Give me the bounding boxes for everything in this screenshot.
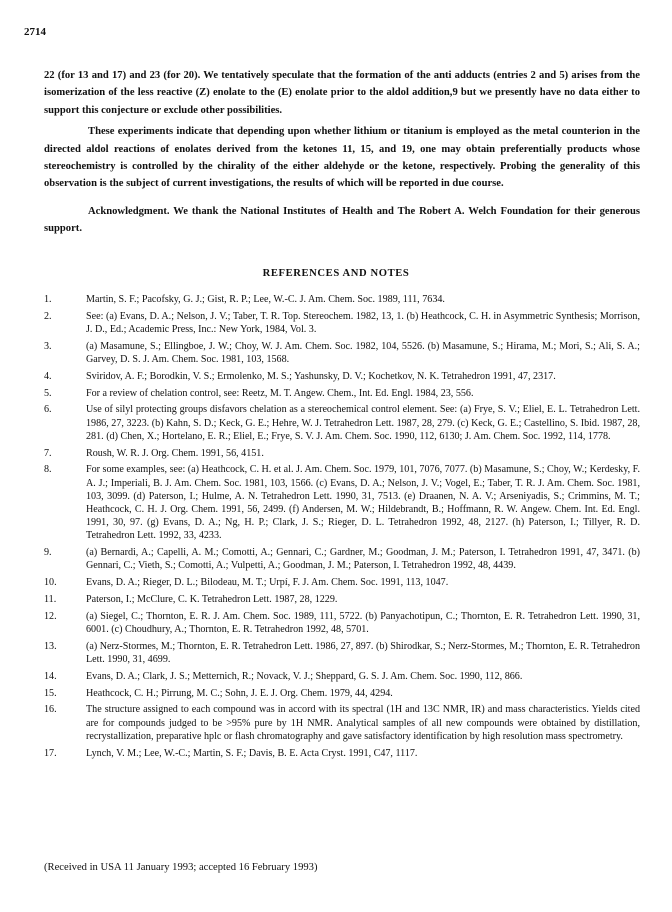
reference-item — [44, 387, 640, 400]
reference-item — [44, 610, 640, 636]
reference-text: Use of silyl protecting groups disfavors chelation as a stereochemical control element. See: (a) Frye, S. V.; Eliel, E. L. Tetrahedron Lett. 1986, 27, 3223. (b) Kahn, S. D.; Keck, G. E.; Hehre, W. J. Tetrahedron Lett. 1987, 28, 279. (c) Keck, G. E.; Castellino, S. Ibid. 1987, 28, 281. (d) Chen, X.; Hortelano, E. R.; Eliel, E.; Frye, S. V. J. Am. Chem. Soc. 1990, 112, 6130; J. Am. Chem. Soc. 1992, 114, 1778. — [86, 404, 640, 442]
reference-number: 6. — [44, 404, 52, 416]
reference-number: 2. — [44, 310, 52, 322]
reference-item — [44, 403, 640, 443]
reference-number: 4. — [44, 370, 52, 382]
reference-item — [44, 447, 640, 460]
reference-item — [44, 593, 640, 606]
reference-item — [44, 293, 640, 306]
reference-number: 13. — [44, 640, 57, 652]
reference-text: The structure assigned to each compound was in accord with its spectral (1H and 13C NMR, IR) and mass characteristics. Yields cited are for compounds judged to be >95% pure by 1H NMR. Analytical samples of all new compounds were obtained by distillation, recrystallization, preparative hplc or flash chromatography and gave satisfactory identification by high resolution mass spectrometry. — [86, 704, 640, 742]
reference-item — [44, 670, 640, 683]
reference-number: 17. — [44, 747, 57, 759]
reference-item — [44, 687, 640, 700]
reference-text: For some examples, see: (a) Heathcock, C. H. et al. J. Am. Chem. Soc. 1979, 101, 7076, 7077. (b) Masamune, S.; Choy, W.; Kerdesky, F. A. J.; Imperiali, B. J. Am. Chem. Soc. 1981, 103, 1566. (c) Evans, D. A.; Nelson, J. V.; Vogel, E.; Taber, T. R. J. Am. Chem. Soc. 1981, 103, 3099. (d) Paterson, I.; Hulme, A. N. Tetrahedron Lett. 1990, 31, 7513. (e) Draanen, N. A. V.; Arseniyadis, S.; Crimmins, M. T.; Heathcock, C. H. J. Org. Chem. 1991, 56, 2499. (f) Andersen, M. W.; Hildebrandt, B.; Hoffmann, R. W. Angew. Chem. Int. Ed. Engl. 1991, 30, 97. (g) Evans, D. A.; Ng, H. P.; Clark, J. S.; Rieger, D. L. Tetrahedron 1992, 48, 2127. (h) Paterson, I.; Tillyer, R. D. Tetrahedron Lett. 1992, 33, 4233. — [86, 464, 640, 542]
body-text — [44, 67, 640, 238]
reference-text: See: (a) Evans, D. A.; Nelson, J. V.; Taber, T. R. Top. Stereochem. 1982, 13, 1. (b) Heathcock, C. H. in Asymmetric Synthesis; Morrison, J. D., Ed.; Academic Press, Inc.: New York, 1984, Vol. 3. — [86, 310, 640, 335]
reference-text: Heathcock, C. H.; Pirrung, M. C.; Sohn, J. E. J. Org. Chem. 1979, 44, 4294. — [86, 687, 393, 699]
reference-item — [44, 310, 640, 336]
reference-text: Evans, D. A.; Rieger, D. L.; Bilodeau, M. T.; Urpí, F. J. Am. Chem. Soc. 1991, 113, 1047. — [86, 577, 449, 589]
reference-text: Paterson, I.; McClure, C. K. Tetrahedron Lett. 1987, 28, 1229. — [86, 594, 338, 605]
acknowledgment — [44, 203, 640, 238]
reference-number: 10. — [44, 577, 57, 589]
reference-item — [44, 546, 640, 572]
reference-item — [44, 370, 640, 383]
received-note: (Received in USA 11 January 1993; accepted 16 February 1993) — [44, 862, 318, 873]
paragraph: These experiments indicate that depending upon whether lithium or titanium is employed as the metal counterion in the directed aldol reactions of enolates derived from the ketones 11, 15, and 19, one may obtain preferentially products whose stereochemistry is controlled by the chirality of the either aldehyde or the ketone, respectively. Probing the generality of this observation is the subject of current investigations, the results of which will be reported in due course. — [44, 126, 640, 190]
reference-item — [44, 747, 640, 760]
reference-text: (a) Nerz-Stormes, M.; Thornton, E. R. Tetrahedron Lett. 1986, 27, 897. (b) Shirodkar, S.; Nerz-Stormes, M.; Thornton, E. R. Tetrahedron Lett. 1990, 31, 4699. — [86, 640, 640, 665]
reference-number: 5. — [44, 387, 52, 399]
paragraph: 22 (for 13 and 17) and 23 (for 20). We tentatively speculate that the formation of the anti adducts (entries 2 and 5) arises from the isomerization of the less reactive (Z) enolate to the (E) enolate prior to the aldol addition,9 but we presently have no data either to support this conjecture or exclude other possibilities. — [44, 70, 640, 116]
reference-text: Sviridov, A. F.; Borodkin, V. S.; Ermolenko, M. S.; Yashunsky, D. V.; Kochetkov, N. K. Tetrahedron 1991, 47, 2317. — [86, 370, 556, 382]
references-heading: REFERENCES AND NOTES — [262, 268, 410, 279]
reference-text: (a) Siegel, C.; Thornton, E. R. J. Am. Chem. Soc. 1989, 111, 5722. (b) Panyachotipun, C.; Thornton, E. R. Tetrahedron Lett. 1990, 31, 6001. (c) Choudhury, A.; Thornton, E. R. Tetrahedron 1992, 48, 5701. — [86, 610, 640, 635]
reference-number: 11. — [44, 594, 57, 605]
reference-number: 1. — [44, 294, 52, 305]
reference-text: For a review of chelation control, see: Reetz, M. T. Angew. Chem., Int. Ed. Engl. 1984, 23, 556. — [86, 387, 474, 399]
reference-text: Martin, S. F.; Pacofsky, G. J.; Gist, R. P.; Lee, W.-C. J. Am. Chem. Soc. 1989, 111, 7634. — [86, 294, 445, 305]
acknowledgment-text: We thank the National Institutes of Health and The Robert A. Welch Foundation for their generous support. — [44, 205, 640, 235]
page-number: 2714 — [24, 26, 46, 38]
reference-number: 9. — [44, 547, 52, 559]
reference-item — [44, 703, 640, 743]
reference-item — [44, 340, 640, 366]
reference-number: 15. — [44, 687, 57, 699]
reference-text: Evans, D. A.; Clark, J. S.; Metternich, R.; Novack, V. J.; Sheppard, G. S. J. Am. Chem. Soc. 1990, 112, 866. — [86, 670, 523, 682]
reference-item — [44, 463, 640, 542]
reference-text: Roush, W. R. J. Org. Chem. 1991, 56, 4151. — [86, 447, 264, 459]
reference-number: 7. — [44, 447, 52, 459]
reference-item — [44, 640, 640, 666]
reference-number: 8. — [44, 464, 52, 476]
reference-text: Lynch, V. M.; Lee, W.-C.; Martin, S. F.; Davis, B. E. Acta Cryst. 1991, C47, 1117. — [86, 747, 418, 759]
references-list — [44, 293, 640, 763]
reference-number: 16. — [44, 704, 57, 716]
acknowledgment-label: Acknowledgment. — [88, 205, 170, 217]
reference-text: (a) Bernardi, A.; Capelli, A. M.; Comotti, A.; Gennari, C.; Gardner, M.; Goodman, J. M.; Paterson, I. Tetrahedron 1991, 47, 3471. (b) Gennari, C.; Vieth, S.; Comotti, A.; Vulpetti, A.; Goodman, J. M.; Paterson, I. Tetrahedron 1992, 48, 4439. — [86, 547, 640, 572]
reference-number: 14. — [44, 670, 57, 682]
reference-item — [44, 576, 640, 589]
reference-number: 12. — [44, 610, 57, 622]
reference-text: (a) Masamune, S.; Ellingboe, J. W.; Choy, W. J. Am. Chem. Soc. 1982, 104, 5526. (b) Masamune, S.; Hirama, M.; Mori, S.; Ali, S. A.; Garvey, D. S. J. Am. Chem. Soc. 1981, 103, 1568. — [86, 340, 640, 365]
reference-number: 3. — [44, 340, 52, 352]
